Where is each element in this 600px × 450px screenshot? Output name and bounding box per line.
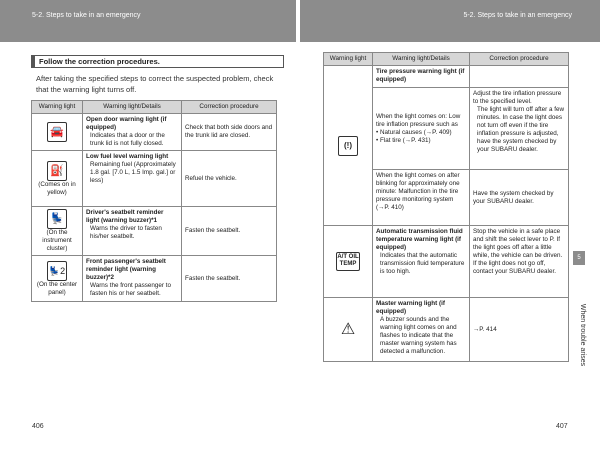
master-warning-icon: ⚠: [340, 320, 356, 338]
header-left: [0, 0, 296, 42]
left-warning-table: [31, 100, 277, 302]
col-header-warning-light: Warning light: [324, 53, 373, 66]
row-procedure: Fasten the seatbelt.: [182, 256, 277, 302]
row-title: Open door warning light (if equipped): [86, 116, 167, 131]
row-details: Warns the front passenger to fasten his or her seatbelt.: [90, 282, 171, 297]
row-condition: When the light comes on after blinking for approximately one minute: Malfunction in the tire pressure monitoring system (→P. 410): [373, 170, 470, 226]
section-title: Follow the correction procedures.: [31, 55, 284, 68]
chapter-tab: 5: [573, 251, 585, 265]
icon-caption: (On the instrument cluster): [42, 229, 72, 252]
table-header-row: [324, 53, 569, 66]
passenger-seatbelt-icon: 💺2: [47, 261, 67, 281]
row-title: Automatic transmission fluid temperature warning light (if equipped): [376, 228, 463, 251]
row-details: A buzzer sounds and the warning light comes on and flashes to indicate that the master warning system has detected a malfunction.: [380, 316, 457, 355]
row-condition: When the light comes on: Low tire inflation pressure such as: [376, 112, 461, 128]
header-left-title: 5-2. Steps to take in an emergency: [32, 12, 141, 19]
row-details: Warns the driver to fasten his/her seatbelt.: [90, 225, 162, 240]
atf-temp-icon: A/T OIL TEMP: [336, 252, 360, 271]
row-details: Indicates that a door or the trunk lid is not fully closed.: [90, 132, 165, 147]
row-procedure: Adjust the tire inflation pressure to the specified level.: [473, 90, 562, 105]
chapter-side-label-text: When trouble arises: [579, 303, 586, 367]
row-title: Master warning light (if equipped): [376, 300, 445, 315]
table-row: [32, 114, 277, 151]
icon-caption: (On the center panel): [36, 280, 78, 296]
section-intro: After taking the specified steps to correct the suspected problem, check that the warning light turns off.: [36, 74, 274, 94]
header-right: [300, 0, 600, 42]
row-bullet: • Natural causes (→P. 409): [376, 128, 452, 136]
door-open-icon: 🚘: [47, 122, 67, 142]
table-row: [324, 298, 569, 362]
page-gutter: [296, 0, 300, 450]
row-procedure: Check that both side doors and the trunk lid are closed.: [182, 114, 277, 151]
row-procedure: Refuel the vehicle.: [182, 151, 277, 207]
seatbelt-icon: 💺: [47, 209, 67, 229]
fuel-pump-icon: ⛽: [47, 161, 67, 181]
row-title: Low fuel level warning light: [86, 153, 169, 160]
col-header-warning-light: Warning light: [32, 101, 83, 114]
col-header-procedure: Correction procedure: [182, 101, 277, 114]
row-title: Front passenger's seatbelt reminder light (warning buzzer)*2: [86, 258, 166, 281]
right-warning-table: [323, 52, 569, 362]
col-header-details: Warning light/Details: [83, 101, 182, 114]
page-number-left: 406: [32, 423, 44, 430]
col-header-details: Warning light/Details: [373, 53, 470, 66]
header-right-title: 5-2. Steps to take in an emergency: [463, 12, 572, 19]
col-header-procedure: Correction procedure: [470, 53, 569, 66]
table-row: [324, 66, 569, 88]
table-header-row: [32, 101, 277, 114]
icon-caption: (Comes on in yellow): [38, 180, 76, 196]
row-procedure-note: The light will turn off after a few minutes. In case the light does not turn off even if the tire inflation pressure is adjusted, have the system checked by your SUBARU dealer.: [477, 106, 565, 153]
row-title: Driver's seatbelt reminder light (warning buzzer)*1: [86, 209, 164, 224]
table-row: [32, 256, 277, 302]
row-procedure: Have the system checked by your SUBARU dealer.: [470, 170, 569, 226]
page-number-right: 407: [556, 423, 568, 430]
row-details: Indicates that the automatic transmission fluid temperature is too high.: [380, 252, 465, 275]
row-details: Remaining fuel (Approximately 1.8 gal. [7.0 L, 1.5 Imp. gal.] or less): [90, 161, 176, 184]
table-row: [32, 151, 277, 207]
table-row: [32, 207, 277, 256]
row-procedure: Stop the vehicle in a safe place and shift the select lever to P. If the light goes off after a little while, the vehicle can be driven. If the light does not go off, contact your SUBARU dealer.: [470, 226, 569, 298]
table-row: [324, 226, 569, 298]
row-title: Tire pressure warning light (if equipped): [376, 68, 465, 83]
row-bullet: • Flat tire (→P. 431): [376, 136, 431, 144]
tire-pressure-icon: (!): [338, 136, 358, 156]
row-procedure: →P. 414: [470, 298, 569, 362]
row-procedure: Fasten the seatbelt.: [182, 207, 277, 256]
